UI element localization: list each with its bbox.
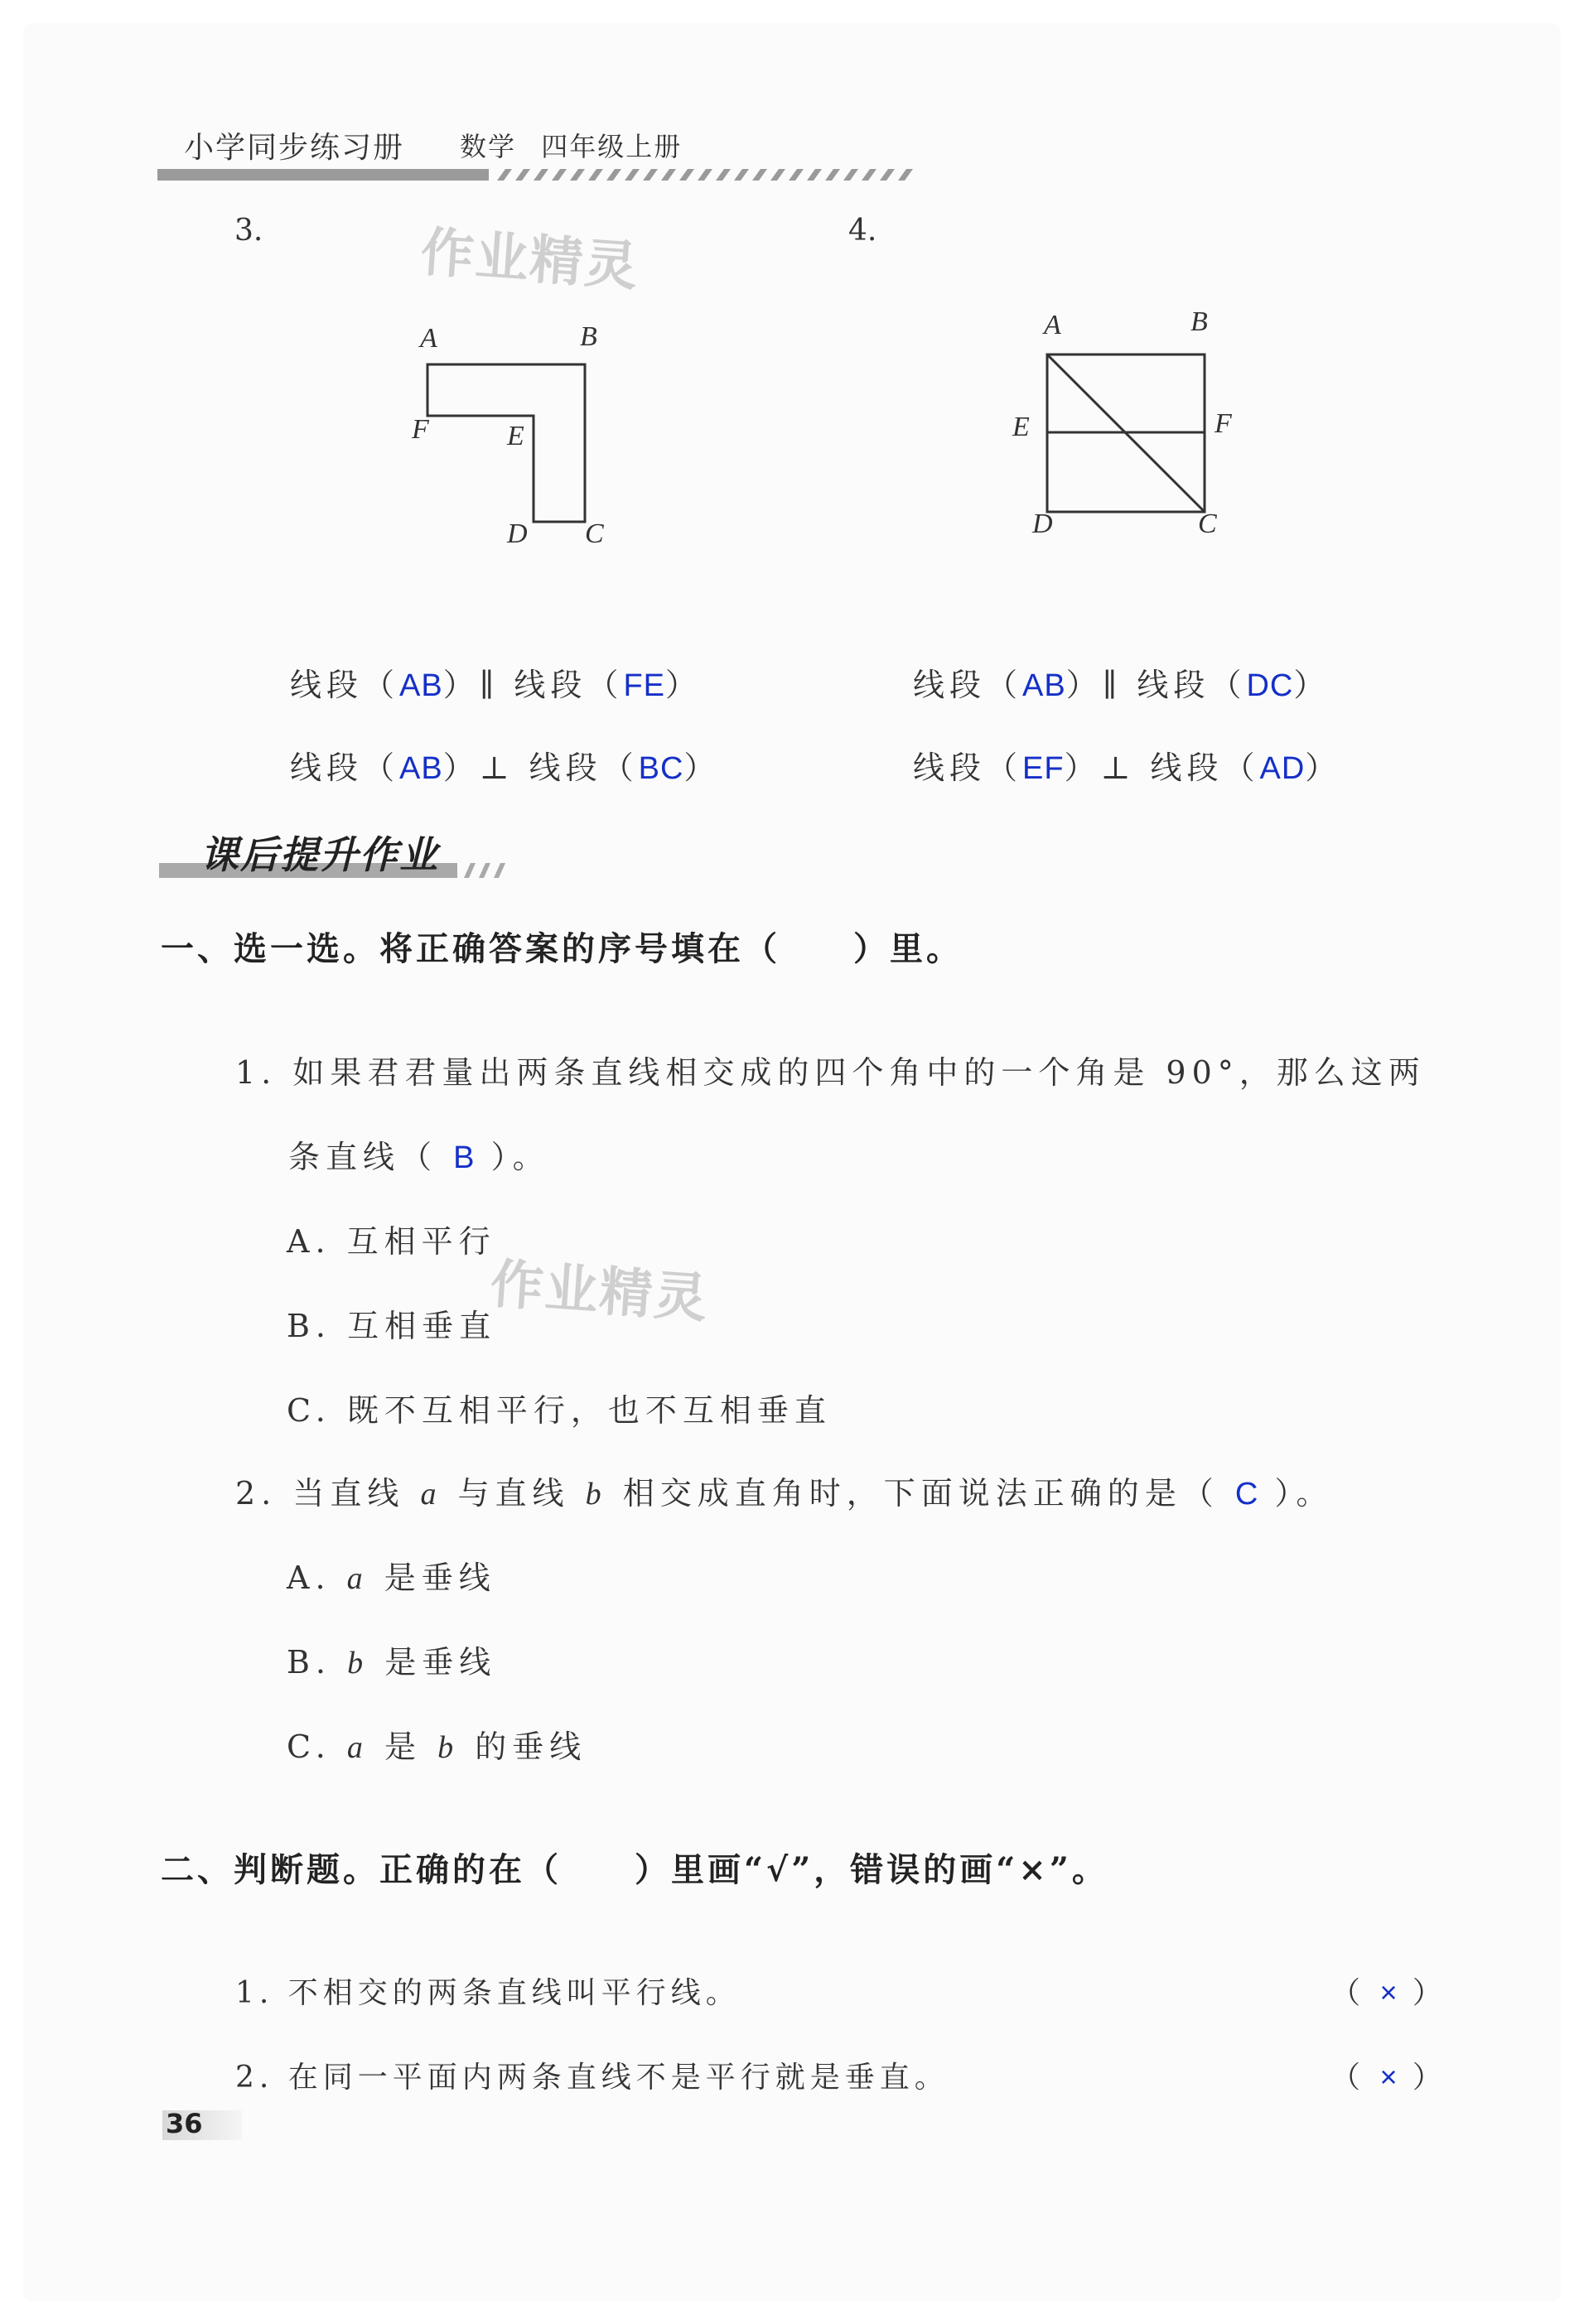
p4-par-seg1: AB <box>1022 668 1066 703</box>
fig4-label-b: B <box>1190 306 1208 337</box>
q2-optc-var2: b <box>437 1730 460 1765</box>
fig4-label-a: A <box>1044 310 1061 340</box>
q2-mid1: 与直线 <box>457 1475 570 1512</box>
grade: 四年级上册 <box>541 131 683 162</box>
p4-par-prefix1: 线段 <box>913 667 987 703</box>
p4-parallel-answer: 线段（AB）∥ 线段（DC） <box>913 667 1330 703</box>
p4-par-prefix2: 线段 <box>1137 667 1210 703</box>
q1-option-a: A. 互相平行 <box>287 1223 496 1260</box>
fig4-label-c: C <box>1198 509 1217 539</box>
q1-answer: B <box>453 1140 476 1175</box>
p3-perp-symbol: ⊥ <box>479 750 514 786</box>
q2-stem <box>235 1468 1333 1513</box>
p3-par-symbol: ∥ <box>479 667 500 703</box>
section-title: 课后提升作业 <box>200 832 439 877</box>
q1-line2-suffix: ）。 <box>490 1139 550 1175</box>
fig4-label-f: F <box>1215 408 1232 439</box>
p3-par-seg1: AB <box>399 668 443 703</box>
fig3-label-d: D <box>507 518 528 549</box>
p3-perp-prefix2: 线段 <box>529 750 602 786</box>
q2-answer: C <box>1234 1477 1259 1512</box>
q2-optc-mid: 是 <box>384 1729 423 1765</box>
fig3-label-a: A <box>420 323 437 354</box>
figure-rectangle <box>1027 331 1226 530</box>
p3-par-seg2: FE <box>623 668 665 703</box>
book-subtitle <box>460 126 682 164</box>
p3-par-prefix1: 线段 <box>290 667 364 703</box>
q2-optb-label: B. <box>287 1644 332 1680</box>
q1-line2 <box>288 1131 550 1177</box>
q1-line2-prefix: 条直线（ <box>288 1139 438 1175</box>
judge-2-mark: × <box>1379 2060 1398 2094</box>
q2-optc-var1: a <box>346 1730 369 1765</box>
p3-perp-prefix1: 线段 <box>290 750 364 786</box>
q1-option-b: B. 互相垂直 <box>287 1308 497 1344</box>
fig3-label-f: F <box>412 414 429 445</box>
q2-opta-text: 是垂线 <box>384 1560 496 1596</box>
q2-var-b: b <box>585 1477 607 1512</box>
p4-perp-prefix2: 线段 <box>1150 750 1224 786</box>
p4-perp-seg2: AD <box>1259 751 1306 786</box>
p4-perp-seg1: EF <box>1022 751 1065 786</box>
fig3-label-c: C <box>585 518 604 549</box>
q2-var-a: a <box>420 1477 442 1512</box>
q2-option-b <box>287 1637 496 1682</box>
q2-optb-text: 是垂线 <box>384 1644 497 1680</box>
problem-3-number: 3. <box>234 214 263 248</box>
fig3-label-b: B <box>580 321 597 352</box>
q2-option-c <box>287 1721 587 1767</box>
book-title: 小学同步练习册 <box>184 131 405 165</box>
subject: 数学 <box>460 131 517 162</box>
q2-opta-label: A. <box>287 1560 331 1596</box>
page-number: 36 <box>166 2108 203 2139</box>
page-background <box>23 23 1561 2301</box>
watermark: 作业精灵 <box>418 221 641 299</box>
part2-title: 二、判断题。正确的在（ ）里画“√”，错误的画“×”。 <box>161 1850 1108 1889</box>
judge-item-2: 2. 在同一平面内两条直线不是平行就是垂直。 <box>235 2061 949 2095</box>
q2-optc-label: C. <box>287 1729 331 1765</box>
q2-suffix: ）。 <box>1274 1475 1334 1512</box>
part1-title: 一、选一选。将正确答案的序号填在（ ）里。 <box>161 929 963 968</box>
judge-item-1-answer: （ × ） <box>1330 1975 1447 2010</box>
p3-parallel-answer: 线段（AB）∥ 线段（FE） <box>290 667 703 703</box>
q2-mid2: 相交成直角时，下面说法正确的是（ <box>622 1475 1219 1512</box>
q2-opta-var: a <box>346 1561 369 1596</box>
p3-perp-seg1: AB <box>399 751 443 786</box>
p4-perpendicular-answer: 线段（EF）⊥ 线段（AD） <box>913 750 1342 786</box>
q2-optb-var: b <box>347 1646 369 1680</box>
judge-item-1: 1. 不相交的两条直线叫平行线。 <box>235 1976 741 2010</box>
problem-4-number: 4. <box>848 214 877 248</box>
q1-line1: 1. 如果君君量出两条直线相交成的四个角中的一个角是 90°，那么这两 <box>235 1054 1426 1091</box>
judge-1-mark: × <box>1379 1975 1398 2009</box>
watermark-2: 作业精灵 <box>488 1253 711 1331</box>
p4-par-symbol: ∥ <box>1102 667 1123 703</box>
header-stripe <box>157 167 928 182</box>
p3-perp-seg2: BC <box>638 751 684 786</box>
judge-item-2-answer: （ × ） <box>1330 2060 1447 2095</box>
p4-perp-prefix1: 线段 <box>913 750 987 786</box>
q2-optc-text: 的垂线 <box>475 1729 587 1765</box>
q1-option-c: C. 既不互相平行，也不互相垂直 <box>287 1392 832 1429</box>
q2-prefix: 2. 当直线 <box>235 1475 405 1512</box>
fig4-label-d: D <box>1032 509 1053 539</box>
p4-par-seg2: DC <box>1246 668 1294 703</box>
fig3-label-e: E <box>507 421 524 451</box>
fig4-label-e: E <box>1012 412 1030 442</box>
p3-par-prefix2: 线段 <box>514 667 587 703</box>
q2-option-a <box>287 1552 496 1598</box>
p3-perpendicular-answer: 线段（AB）⊥ 线段（BC） <box>290 750 721 786</box>
p4-perp-symbol: ⊥ <box>1100 750 1136 786</box>
